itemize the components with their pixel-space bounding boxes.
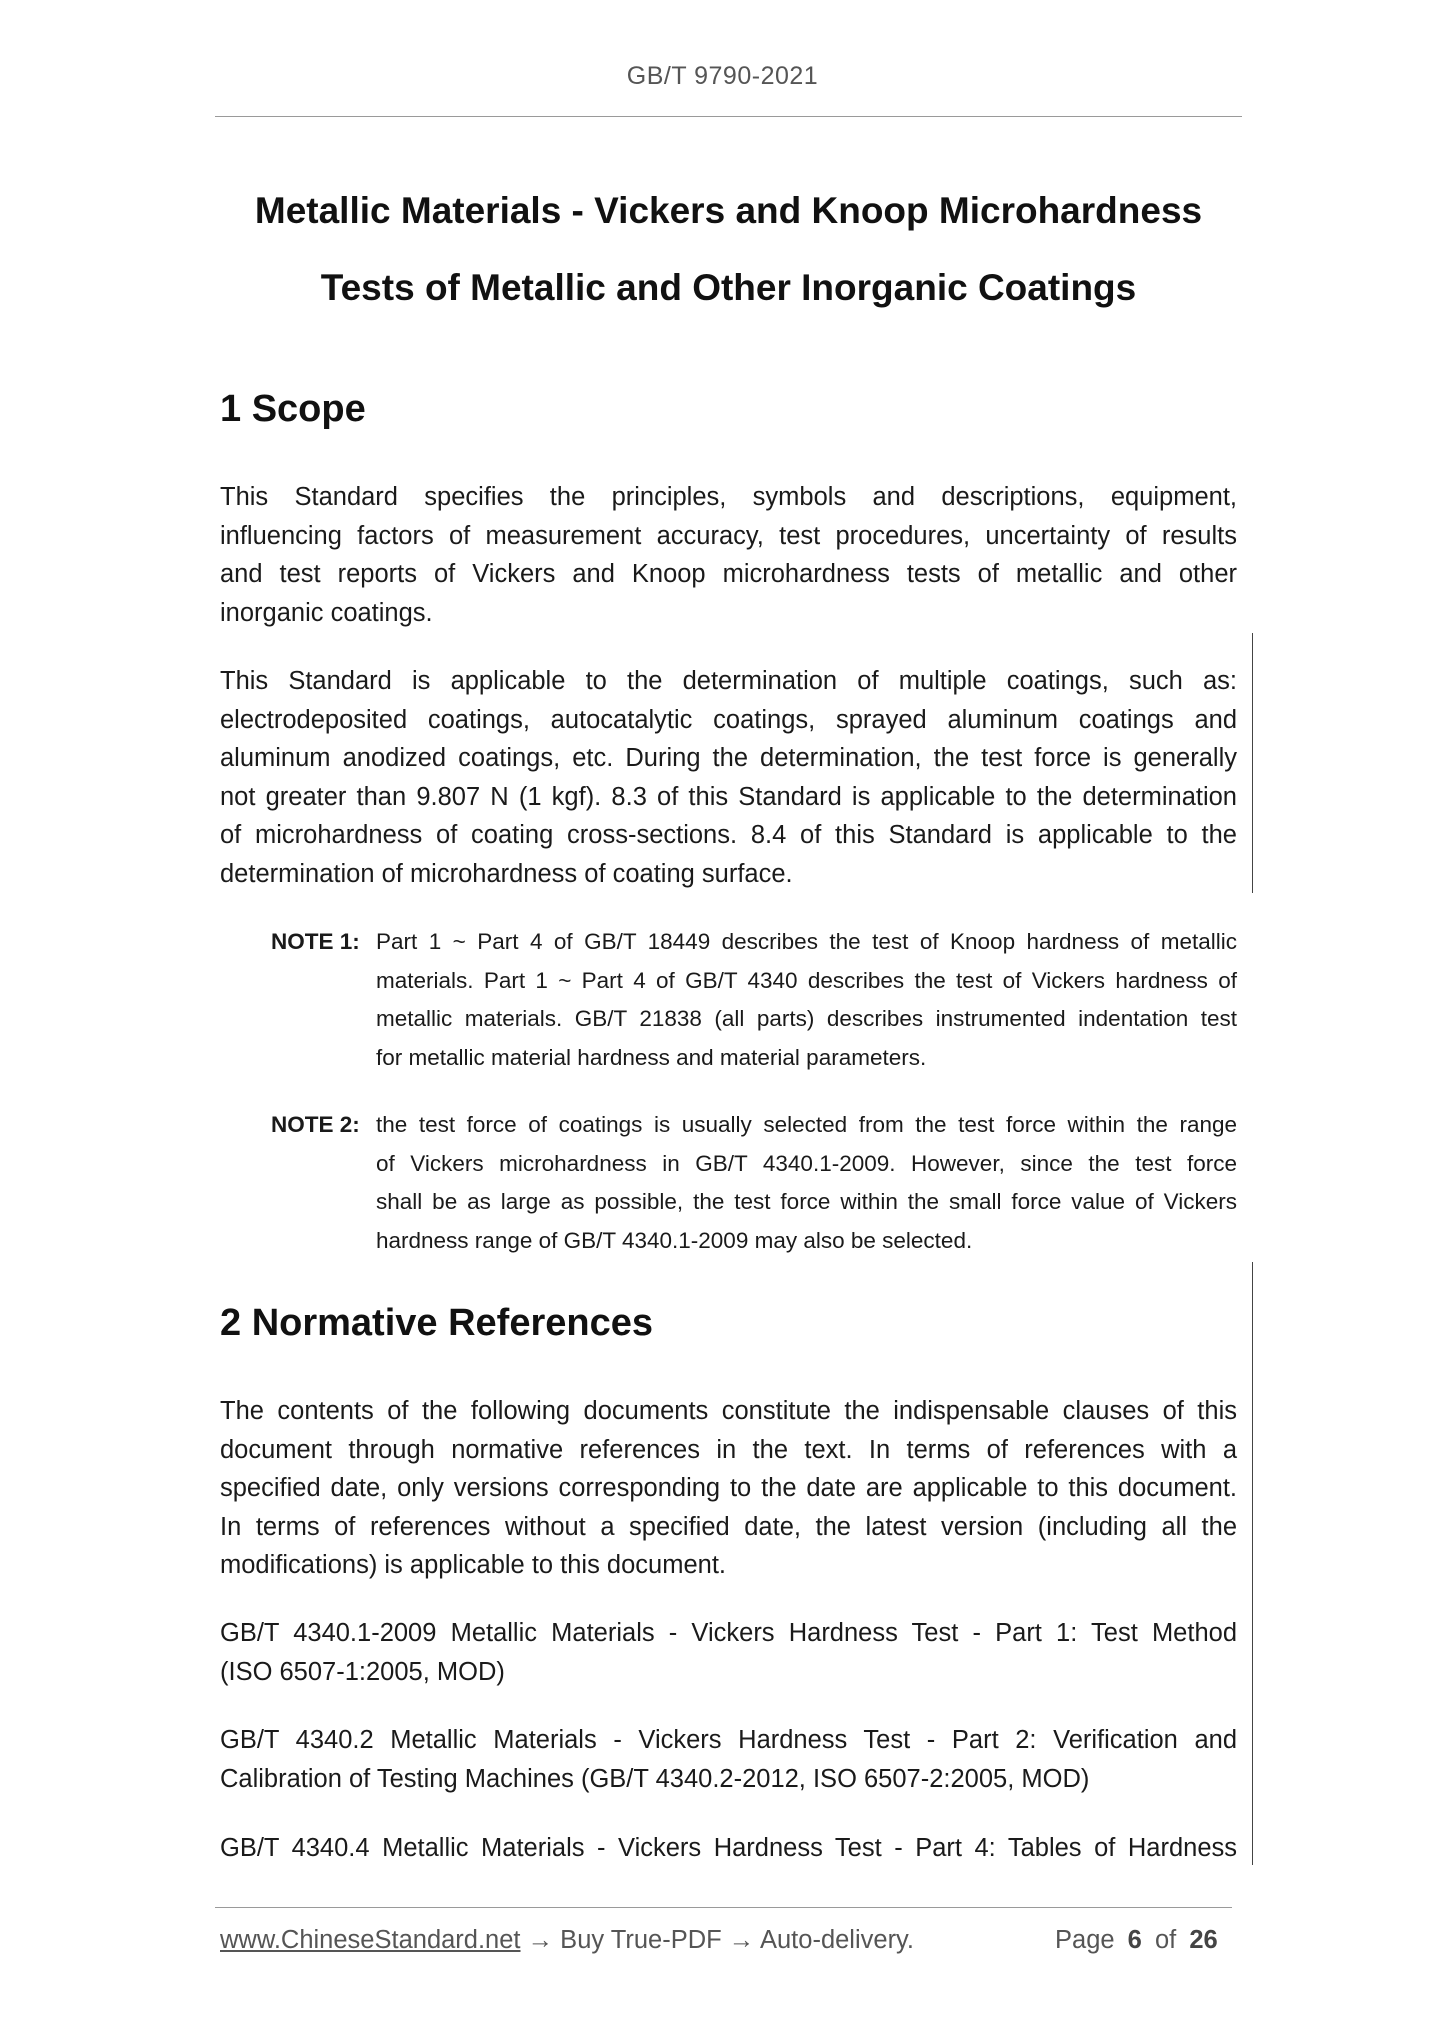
document-title xyxy=(215,172,1242,326)
text-line: influencing factors of measurement accuracy, test procedures, uncertainty of results xyxy=(220,521,1237,550)
text-line: Part 1 ~ Part 4 of GB/T 18449 describes the test of Knoop hardness of metallic xyxy=(376,929,1237,954)
page-indicator xyxy=(1055,1926,1224,1955)
document-header-id: GB/T 9790-2021 xyxy=(626,62,819,90)
note-label: NOTE 1: xyxy=(271,929,360,954)
of-label: of xyxy=(1154,1926,1177,1954)
site-link[interactable]: www.ChineseStandard.net xyxy=(220,1926,521,1954)
footer-divider xyxy=(215,1907,1232,1908)
reference-item xyxy=(220,1829,1237,1868)
text-line: hardness range of GB/T 4340.1-2009 may also be selected. xyxy=(376,1227,973,1253)
text-line: of Vickers microhardness in GB/T 4340.1-2009. However, since the test force xyxy=(376,1150,1237,1176)
text-line: Calibration of Testing Machines (GB/T 4340.2-2012, ISO 6507-2:2005, MOD) xyxy=(220,1764,1090,1793)
reference-item xyxy=(220,1614,1237,1691)
scope-paragraph-1 xyxy=(220,478,1237,632)
text-line: This Standard specifies the principles, symbols and descriptions, equipment, xyxy=(220,483,1237,511)
text-line: the test force of coatings is usually selected from the test force within the range xyxy=(376,1112,1237,1137)
text-line: (ISO 6507-1:2005, MOD) xyxy=(220,1657,505,1686)
page-label: Page xyxy=(1055,1926,1115,1954)
section-2-heading: 2 Normative References xyxy=(220,1302,653,1344)
title-line-1: Metallic Materials - Vickers and Knoop Microhardness xyxy=(254,190,1203,231)
text-line: and test reports of Vickers and Knoop microhardness tests of metallic and other xyxy=(220,560,1237,588)
text-line: GB/T 4340.1-2009 Metallic Materials - Vickers Hardness Test - Part 1: Test Method xyxy=(220,1619,1237,1647)
scope-paragraph-2 xyxy=(220,662,1237,893)
footer-promo xyxy=(220,1926,914,1955)
change-bar xyxy=(1252,633,1253,893)
reference-item xyxy=(220,1721,1237,1798)
change-bar xyxy=(1252,1262,1253,1865)
footer-tagline: → Buy True-PDF → Auto-delivery. xyxy=(520,1926,914,1954)
page-number: 6 xyxy=(1127,1926,1142,1954)
text-line: for metallic material hardness and material parameters. xyxy=(376,1044,927,1070)
note-body xyxy=(376,923,1237,1077)
text-line: In terms of references without a specified date, the latest version (including all the xyxy=(220,1512,1237,1541)
text-line: shall be as large as possible, the test force within the small force value of Vickers xyxy=(376,1189,1237,1214)
text-line: electrodeposited coatings, autocatalytic coatings, sprayed aluminum coatings and xyxy=(220,705,1237,734)
text-line: GB/T 4340.2 Metallic Materials - Vickers Hardness Test - Part 2: Verification and xyxy=(220,1726,1237,1754)
note-body xyxy=(376,1106,1237,1260)
text-line: determination of microhardness of coating surface. xyxy=(220,859,793,888)
text-line: The contents of the following documents constitute the indispensable clauses of this xyxy=(220,1397,1237,1425)
note-label: NOTE 2: xyxy=(271,1112,360,1137)
text-line: not greater than 9.807 N (1 kgf). 8.3 of this Standard is applicable to the determination xyxy=(220,782,1237,811)
text-line: aluminum anodized coatings, etc. During the determination, the test force is generally xyxy=(220,744,1237,772)
text-line: GB/T 4340.4 Metallic Materials - Vickers Hardness Test - Part 4: Tables of Hardness xyxy=(220,1834,1237,1862)
references-intro-paragraph xyxy=(220,1392,1237,1585)
text-line: of microhardness of coating cross-sections. 8.4 of this Standard is applicable to the xyxy=(220,821,1237,849)
text-line: document through normative references in the text. In terms of references with a xyxy=(220,1435,1237,1464)
header-divider xyxy=(215,116,1242,117)
text-line: specified date, only versions corresponding to the date are applicable to this document. xyxy=(220,1474,1237,1502)
text-line: materials. Part 1 ~ Part 4 of GB/T 4340 describes the test of Vickers hardness of xyxy=(376,967,1237,993)
text-line: modifications) is applicable to this document. xyxy=(220,1551,727,1579)
text-line: This Standard is applicable to the determination of multiple coatings, such as: xyxy=(220,667,1237,695)
text-line: metallic materials. GB/T 21838 (all parts) describes instrumented indentation test xyxy=(376,1006,1237,1031)
title-line-2: Tests of Metallic and Other Inorganic Coatings xyxy=(320,267,1137,308)
section-1-heading: 1 Scope xyxy=(220,388,366,430)
text-line: inorganic coatings. xyxy=(220,598,433,627)
page-total: 26 xyxy=(1189,1926,1218,1954)
